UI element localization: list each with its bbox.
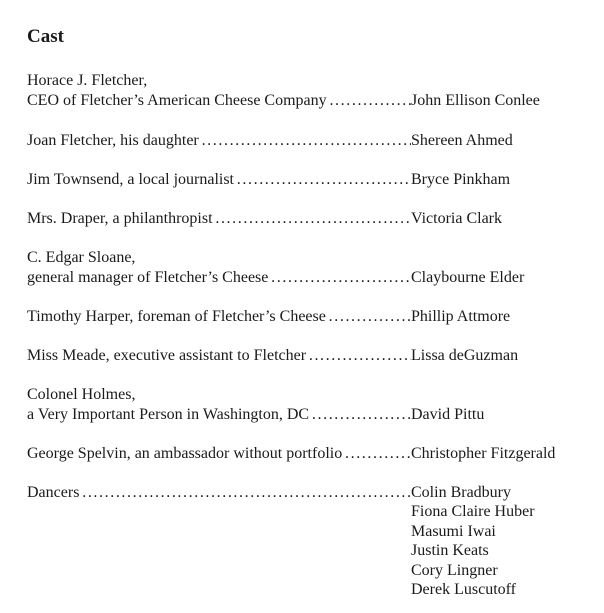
actor-name: Christopher Fitzgerald [411, 445, 556, 462]
role-description: George Spelvin, an ambassador without portfolio [27, 445, 343, 462]
cast-entry-horace-fletcher [27, 71, 597, 111]
cast-entry-joan-fletcher [27, 131, 597, 151]
cast-entry-colonel-holmes [27, 385, 597, 425]
actor-name: Victoria Clark [411, 210, 503, 227]
cast-entry-miss-meade [27, 346, 597, 366]
dancers-list [411, 502, 535, 600]
role-description: Joan Fletcher, his daughter [27, 132, 199, 149]
actor-name: Bryce Pinkham [411, 171, 511, 188]
actor-name: Shereen Ahmed [411, 132, 513, 149]
role-description: Mrs. Draper, a philanthropist [27, 210, 213, 227]
role-description: Timothy Harper, foreman of Fletcher’s Cheese [27, 308, 326, 325]
cast-entry-dancers [27, 483, 597, 503]
role-description: Miss Meade, executive assistant to Fletcher [27, 347, 307, 364]
cast-entry-mrs-draper [27, 209, 597, 229]
role-name: C. Edgar Sloane, [27, 249, 136, 266]
dancer-name: Cory Lingner [411, 561, 498, 579]
cast-entry-timothy-harper [27, 307, 597, 327]
role-description: Jim Townsend, a local journalist [27, 171, 234, 188]
cast-entry-edgar-sloane [27, 248, 597, 288]
actor-name: Lissa deGuzman [411, 347, 519, 364]
dancer-name: Derek Luscutoff [411, 581, 516, 598]
role-description: CEO of Fletcher’s American Cheese Company [27, 92, 327, 109]
actor-name: Claybourne Elder [411, 269, 525, 286]
actor-name: Phillip Attmore [411, 308, 511, 325]
role-description: a Very Important Person in Washington, DC [27, 406, 310, 423]
role-description: general manager of Fletcher’s Cheese [27, 269, 269, 286]
role-name: Colonel Holmes, [27, 386, 136, 403]
actor-name: John Ellison Conlee [411, 92, 540, 109]
role-name: Horace J. Fletcher, [27, 72, 148, 89]
actor-name: David Pittu [411, 406, 485, 423]
actor-name: Colin Bradbury [411, 484, 511, 501]
cast-entry-jim-townsend [27, 170, 597, 190]
cast-entry-george-spelvin [27, 444, 597, 464]
dancer-name: Masumi Iwai [411, 522, 496, 540]
dancer-name: Fiona Claire Huber [411, 503, 535, 520]
dancer-name: Justin Keats [411, 542, 489, 559]
page-title: Cast [27, 26, 64, 47]
role-description: Dancers [27, 484, 80, 501]
